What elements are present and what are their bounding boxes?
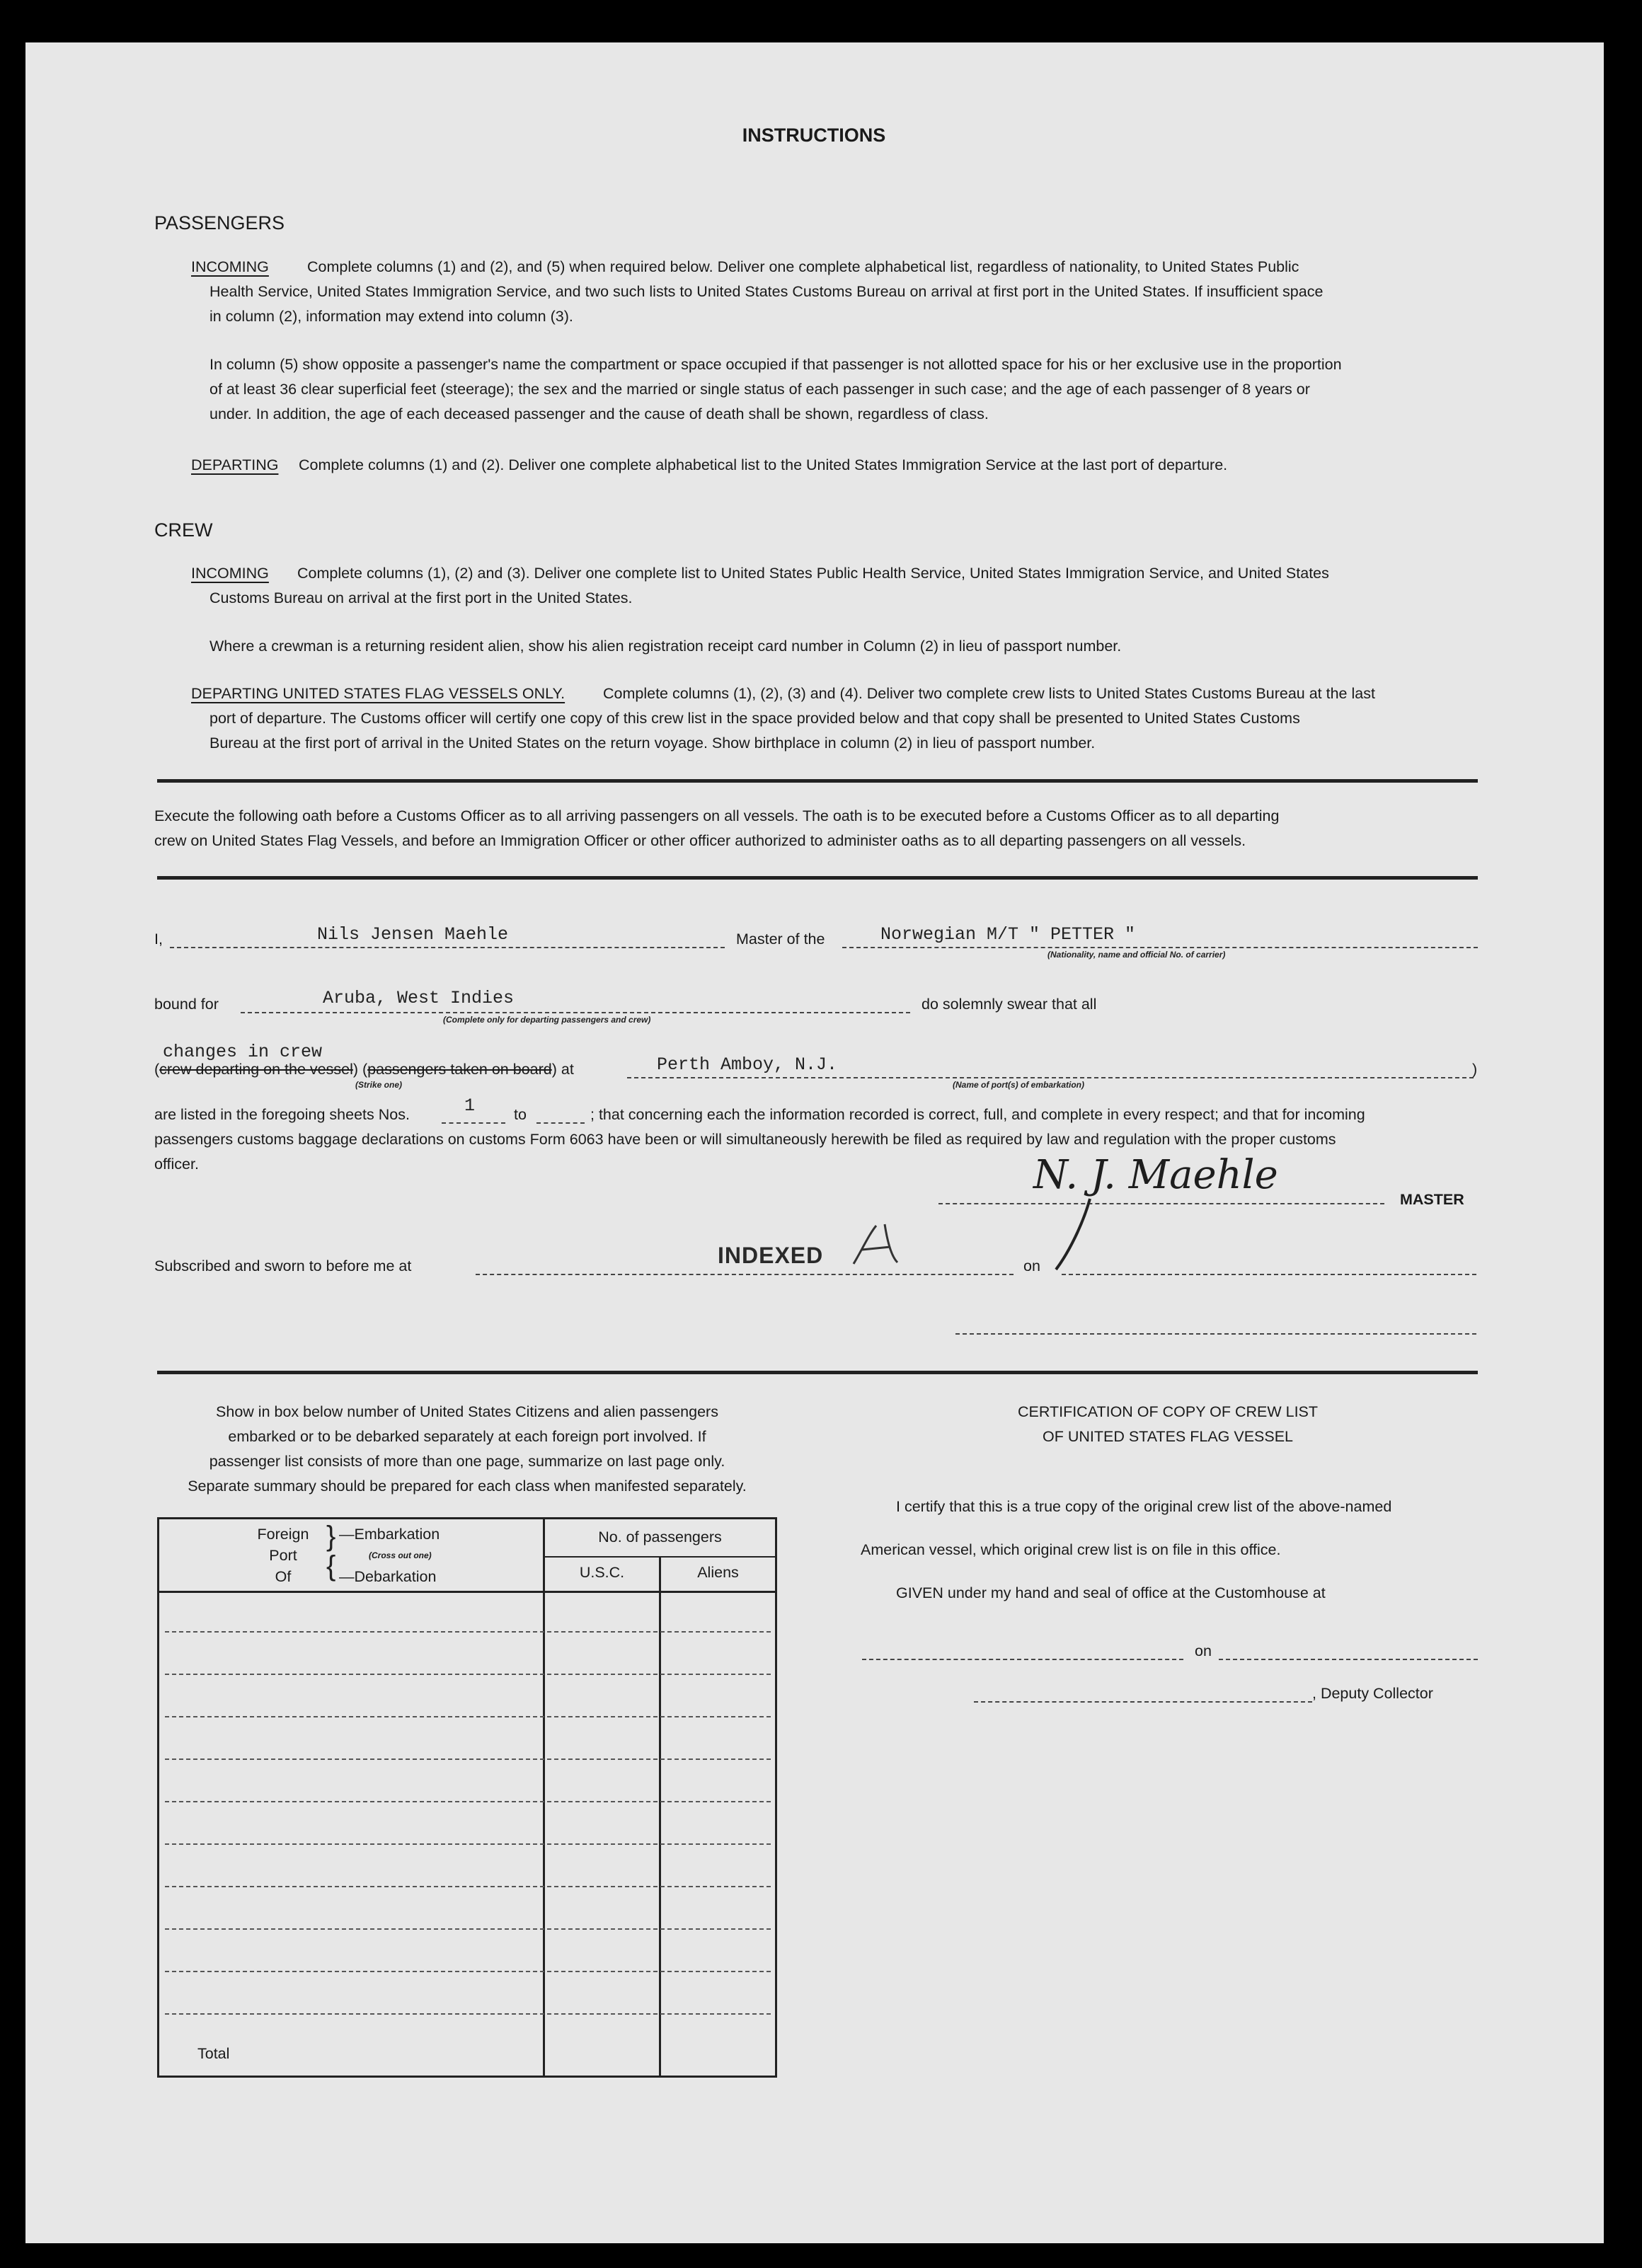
table-row	[165, 1971, 771, 1972]
master-label: MASTER	[1400, 1191, 1464, 1208]
crew-departing-label: DEPARTING UNITED STATES FLAG VESSELS ONLY.	[191, 685, 565, 702]
page-title: INSTRUCTIONS	[742, 125, 886, 146]
passengers-taken-struck: passengers taken on board	[367, 1061, 552, 1078]
sheet-from-line	[442, 1122, 505, 1124]
divider	[157, 876, 1478, 880]
divider	[157, 779, 1478, 783]
crew-returning-text: Where a crewman is a returning resident alien, show his alien registration receipt card number in Column (2) in lieu of passport number.	[209, 638, 1122, 655]
deputy-collector-label: , Deputy Collector	[1312, 1685, 1433, 1702]
certification-heading-1: CERTIFICATION OF COPY OF CREW LIST	[1017, 1403, 1319, 1420]
table-row	[165, 1886, 771, 1887]
bound-for-line	[241, 1012, 910, 1013]
passengers-incoming-line-1: Complete columns (1) and (2), and (5) when required below. Deliver one complete alphabetical list, regardless of nationality, to United States Public	[307, 258, 1299, 275]
customhouse-place-line	[862, 1659, 1183, 1660]
signature-stroke	[1047, 1196, 1097, 1274]
close-paren: )	[1472, 1061, 1478, 1078]
officer-line: officer.	[154, 1156, 199, 1173]
summary-line-4: Separate summary should be prepared for each class when manifested separately.	[188, 1478, 747, 1495]
correct-text: ; that concerning each the information recorded is correct, full, and complete in every respect; and that for incoming	[590, 1106, 1365, 1123]
crew-incoming-line-2: Customs Bureau on arrival at the first port in the United States.	[209, 589, 633, 606]
vessel-caption: (Nationality, name and official No. of carrier)	[1047, 950, 1226, 960]
embarkation-label: —Embarkation	[339, 1526, 440, 1543]
vessel-line	[842, 947, 1478, 948]
usc-header: U.S.C.	[579, 1564, 625, 1581]
bound-for-label: bound for	[154, 996, 219, 1013]
crew-incoming-line-1: Complete columns (1), (2) and (3). Deliver one complete list to United States Public Health Service, United States Immigration Service, and United States	[297, 565, 1329, 582]
passengers-incoming-line-2: Health Service, United States Immigration Service, and two such lists to United States Customs Bureau on arrival at first port in the United States. If insufficient space	[209, 283, 1324, 300]
indexed-initials	[848, 1221, 905, 1271]
crew-departing-line-3: Bureau at the first port of arrival in the United States on the return voyage. Show birthplace in column (2) in lieu of passport number.	[209, 735, 1096, 752]
subscribed-on-label: on	[1023, 1257, 1040, 1274]
table-column-rule	[543, 1519, 545, 2076]
officer-signature-line	[955, 1333, 1476, 1335]
vessel-value: Norwegian M/T " PETTER "	[880, 924, 1136, 945]
summary-table	[157, 1517, 777, 2078]
table-row	[165, 1758, 771, 1760]
crew-heading: CREW	[154, 519, 213, 541]
master-of-label: Master of the	[736, 931, 825, 948]
passengers-departing-text: Complete columns (1) and (2). Deliver one complete alphabetical list to the United States Immigration Service at the last port of departure.	[299, 456, 1228, 473]
no-passengers-header: No. of passengers	[598, 1529, 722, 1545]
crew-incoming-label: INCOMING	[191, 565, 269, 582]
column5-line-3: under. In addition, the age of each deceased passenger and the cause of death shall be shown, regardless of class.	[209, 405, 989, 422]
crew-departing-line-1: Complete columns (1), (2), (3) and (4). Deliver two complete crew lists to United States Customs Bureau at the last	[603, 685, 1375, 702]
column5-line-1: In column (5) show opposite a passenger's name the compartment or space occupied if that passenger is not allotted space for his or her exclusive use in the proportion	[209, 356, 1342, 373]
summary-line-2: embarked or to be debarked separately at each foreign port involved. If	[228, 1428, 706, 1445]
port-line	[627, 1077, 1474, 1078]
passengers-heading: PASSENGERS	[154, 212, 285, 234]
passengers-incoming-label: INCOMING	[191, 258, 269, 275]
table-row	[165, 2013, 771, 2015]
baggage-line: passengers customs baggage declarations on customs Form 6063 have been or will simultaneously herewith be filed as required by law and regulation with the proper customs	[154, 1131, 1336, 1148]
oath-intro-line-2: crew on United States Flag Vessels, and before an Immigration Officer or other officer authorized to administer oaths as to all departing passengers on all vessels.	[154, 832, 1246, 849]
table-row	[165, 1843, 771, 1845]
given-line: GIVEN under my hand and seal of office at the Customhouse at	[896, 1584, 1326, 1601]
certification-heading-2: OF UNITED STATES FLAG VESSEL	[1042, 1428, 1294, 1445]
port-value: Perth Amboy, N.J.	[657, 1054, 838, 1075]
table-row	[165, 1631, 771, 1633]
summary-line-3: passenger list consists of more than one page, summarize on last page only.	[209, 1453, 725, 1470]
brace-lower: {	[326, 1550, 336, 1582]
sheet-from-value: 1	[464, 1095, 476, 1116]
bound-caption: (Complete only for departing passengers and crew)	[443, 1015, 651, 1025]
subscribed-date-line	[1062, 1274, 1476, 1275]
deputy-signature-line	[974, 1701, 1312, 1703]
indexed-stamp: INDEXED	[718, 1243, 824, 1268]
table-row	[165, 1716, 771, 1717]
column5-line-2: of at least 36 clear superficial feet (steerage); the sex and the married or single status of each passenger in such case; and the age of each passenger of 8 years or	[209, 381, 1310, 398]
subscribed-place-line	[476, 1274, 1014, 1275]
debarkation-label: —Debarkation	[339, 1568, 437, 1585]
table-column-rule	[659, 1556, 661, 2076]
table-row	[165, 1928, 771, 1930]
crew-departing-line-2: port of departure. The Customs officer will certify one copy of this crew list in the space provided below and that copy shall be presented to United States Customs	[209, 710, 1300, 727]
brace-upper: }	[326, 1521, 336, 1552]
changes-in-crew-value: changes in crew	[163, 1042, 323, 1062]
oath-i-label: I,	[154, 931, 163, 948]
summary-line-1: Show in box below number of United States Citizens and alien passengers	[216, 1403, 718, 1420]
foreign-label: Foreign	[257, 1526, 309, 1543]
divider	[157, 1371, 1478, 1374]
certification-date-line	[1219, 1659, 1478, 1660]
sheets-label: are listed in the foregoing sheets Nos.	[154, 1106, 410, 1123]
american-line: American vessel, which original crew list is on file in this office.	[861, 1541, 1281, 1558]
master-signature-line	[938, 1203, 1384, 1204]
passengers-incoming-line-3: in column (2), information may extend into column (3).	[209, 308, 573, 325]
bound-for-value: Aruba, West Indies	[323, 988, 515, 1008]
to-label: to	[514, 1106, 527, 1123]
port-label: Port	[269, 1547, 297, 1564]
of-label: Of	[275, 1568, 292, 1585]
master-signature: N. J. Maehle	[1033, 1152, 1278, 1198]
certify-line: I certify that this is a true copy of the original crew list of the above-named	[896, 1498, 1392, 1515]
passengers-departing-label: DEPARTING	[191, 456, 279, 473]
table-row	[165, 1801, 771, 1802]
master-name-line	[170, 947, 725, 948]
table-header-rule	[159, 1591, 775, 1593]
port-caption: (Name of port(s) of embarkation)	[953, 1080, 1085, 1090]
certification-on-label: on	[1195, 1642, 1212, 1659]
aliens-header: Aliens	[697, 1564, 739, 1581]
crew-strike-options: (crew departing on the vessel) (passengers taken on board) at	[154, 1061, 574, 1078]
master-name-value: Nils Jensen Maehle	[317, 924, 509, 945]
total-label: Total	[197, 2045, 230, 2062]
crew-departing-struck: crew departing on the vessel	[159, 1061, 353, 1078]
swear-text: do solemnly swear that all	[922, 996, 1097, 1013]
strike-caption: (Strike one)	[355, 1080, 403, 1090]
table-row	[165, 1674, 771, 1675]
subscribed-label: Subscribed and sworn to before me at	[154, 1257, 412, 1274]
oath-intro-line-1: Execute the following oath before a Customs Officer as to all arriving passengers on all vessels. The oath is to be executed before a Customs Officer as to all departing	[154, 807, 1280, 824]
table-subheader-rule	[543, 1556, 775, 1558]
sheet-to-line	[536, 1122, 585, 1124]
cross-out-caption: (Cross out one)	[369, 1550, 432, 1560]
